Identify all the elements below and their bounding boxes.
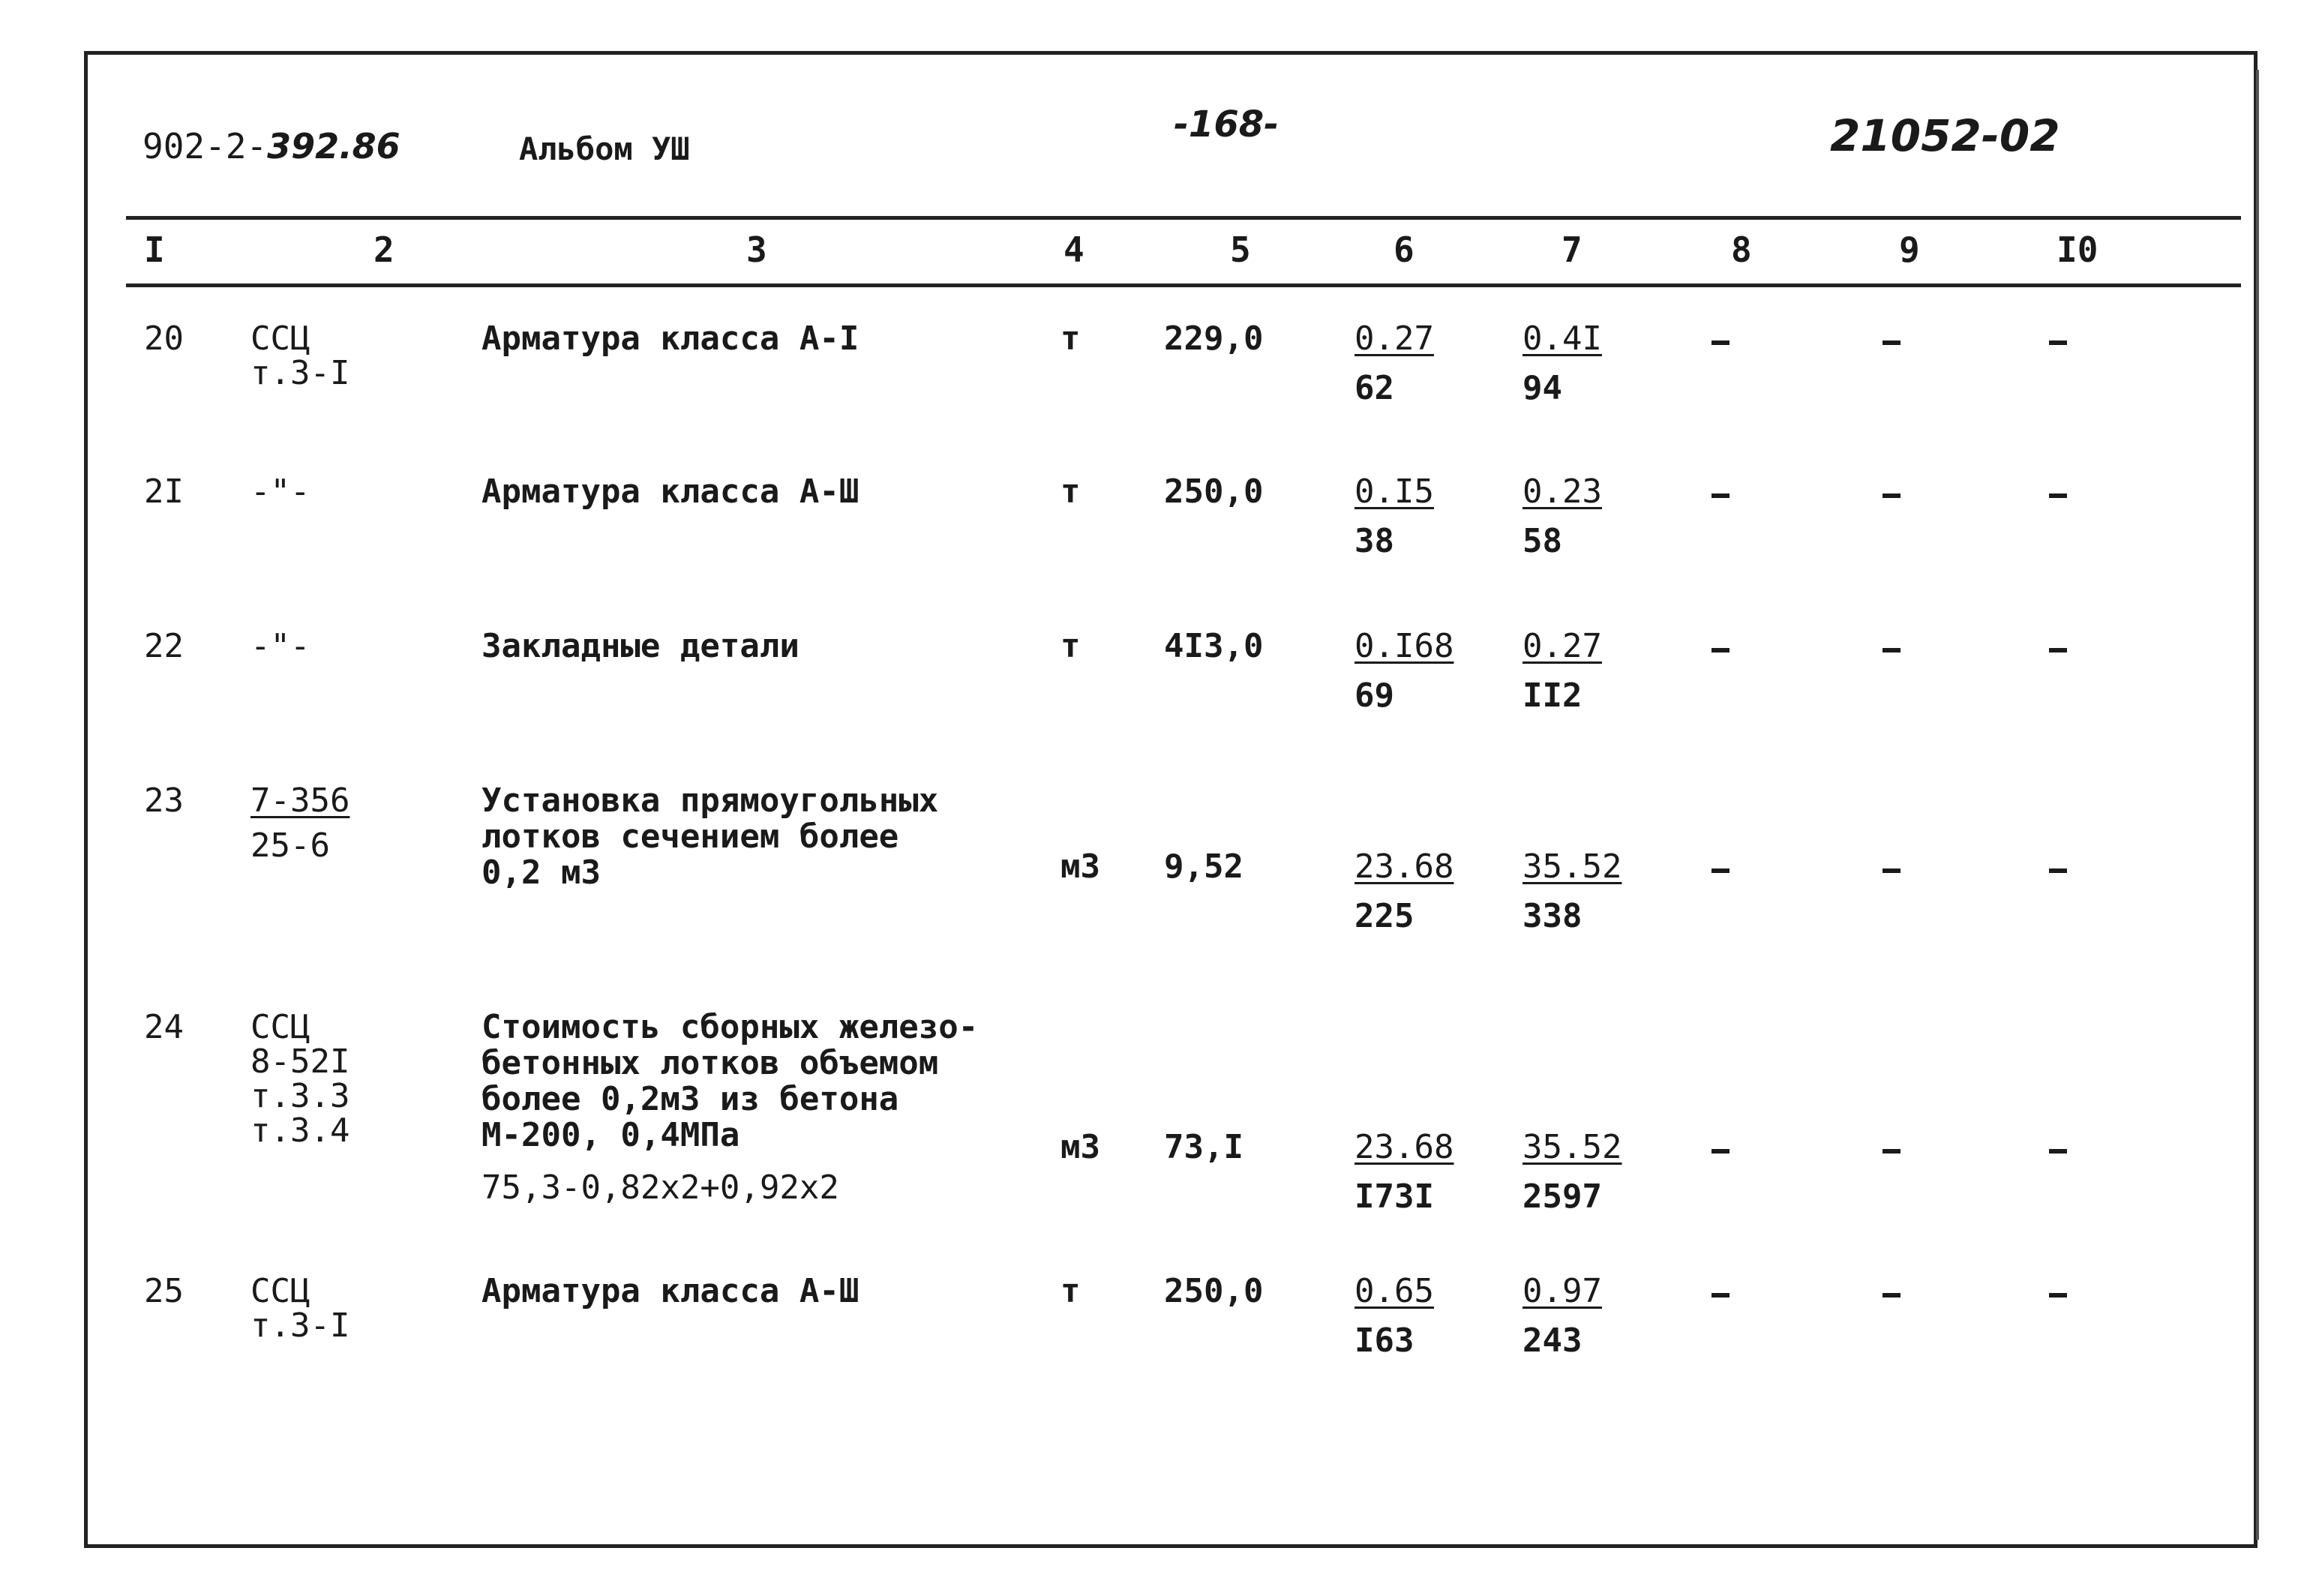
empty-value-dash — [2049, 868, 2067, 873]
work-name-line: бетонных лотков объемом — [482, 1044, 939, 1082]
reference-line: ССЦ — [250, 1272, 310, 1310]
empty-value-dash — [1712, 1293, 1730, 1298]
unit-cost-top: 0.27 — [1354, 320, 1434, 358]
unit-cost-bottom: 62 — [1354, 369, 1394, 407]
column-number-4: 4 — [1064, 230, 1084, 270]
empty-value-dash — [2049, 648, 2067, 652]
work-name-line: Закладные детали — [482, 627, 800, 665]
quantity-cell: 9,52 — [1164, 848, 1244, 886]
reference-line: -"- — [250, 472, 310, 511]
reference-line: т.3.4 — [250, 1112, 350, 1150]
unit-cell: м3 — [1060, 848, 1100, 886]
empty-value-dash — [2049, 1293, 2067, 1298]
unit-cost-top: 0.I5 — [1354, 472, 1434, 511]
total-cost-bottom: 243 — [1522, 1322, 1582, 1360]
column-number-7: 7 — [1562, 230, 1582, 270]
unit-cell: т — [1060, 1272, 1081, 1310]
quantity-cell: 73,I — [1164, 1128, 1244, 1166]
reference-line: т.3.3 — [250, 1077, 350, 1115]
empty-value-dash — [1882, 648, 1900, 652]
quantity-cell: 250,0 — [1164, 1272, 1264, 1310]
unit-cost-bottom: 38 — [1354, 522, 1394, 560]
empty-value-dash — [1712, 648, 1730, 652]
unit-cell: т — [1060, 627, 1081, 665]
quantity-formula: 75,3-0,82х2+0,92х2 — [482, 1168, 839, 1207]
unit-cell: т — [1060, 472, 1081, 511]
quantity-cell: 229,0 — [1164, 320, 1264, 358]
row-number: 23 — [144, 782, 184, 820]
reference-line: т.3-I — [250, 354, 350, 392]
unit-cost-bottom: I73I — [1354, 1178, 1434, 1216]
work-name-line: более 0,2м3 из бетона — [482, 1080, 899, 1118]
unit-cost-top: 0.65 — [1354, 1272, 1434, 1310]
unit-cell: т — [1060, 320, 1081, 358]
total-cost-bottom: 338 — [1522, 897, 1582, 935]
album-title: Альбом УШ — [519, 130, 690, 167]
reference-line: -"- — [250, 627, 310, 665]
work-name-line: Арматура класса А-Ш — [482, 472, 860, 511]
column-number-5: 5 — [1230, 230, 1251, 270]
row-number: 22 — [144, 627, 184, 665]
quantity-cell: 4I3,0 — [1164, 627, 1264, 665]
total-cost-bottom: 2597 — [1522, 1178, 1602, 1216]
unit-cost-bottom: I63 — [1354, 1322, 1414, 1360]
empty-value-dash — [1882, 1293, 1900, 1298]
empty-value-dash — [1882, 340, 1900, 345]
reference-line: 25-6 — [250, 826, 330, 865]
work-name-line: лотков сечением более — [482, 818, 899, 856]
total-cost-bottom: II2 — [1522, 676, 1582, 715]
reference-line: ССЦ — [250, 1008, 310, 1046]
total-cost-top: 0.27 — [1522, 627, 1602, 665]
unit-cell: м3 — [1060, 1128, 1100, 1166]
page-number: -168- — [1174, 104, 1280, 146]
empty-value-dash — [1882, 494, 1900, 498]
work-name-line: 0,2 м3 — [482, 854, 601, 892]
work-name-line: Арматура класса А-Ш — [482, 1272, 860, 1310]
header-rule-top — [126, 216, 2241, 220]
total-cost-bottom: 94 — [1522, 369, 1562, 407]
empty-value-dash — [1712, 340, 1730, 345]
empty-value-dash — [2049, 1149, 2067, 1154]
header-rule-bottom — [126, 284, 2241, 287]
empty-value-dash — [1712, 1149, 1730, 1154]
unit-cost-top: 23.68 — [1354, 848, 1454, 886]
column-number-1: I — [144, 230, 165, 270]
empty-value-dash — [1712, 868, 1730, 873]
project-number: 902-2-392.86 — [142, 126, 400, 166]
unit-cost-top: 23.68 — [1354, 1128, 1454, 1166]
empty-value-dash — [2049, 340, 2067, 345]
reference-line: ССЦ — [250, 320, 310, 358]
empty-value-dash — [2049, 494, 2067, 498]
unit-cost-bottom: 69 — [1354, 676, 1394, 715]
empty-value-dash — [1882, 1149, 1900, 1154]
total-cost-top: 0.97 — [1522, 1272, 1602, 1310]
reference-line: 7-356 — [250, 782, 350, 820]
total-cost-top: 0.23 — [1522, 472, 1602, 511]
unit-cost-bottom: 225 — [1354, 897, 1414, 935]
column-number-3: 3 — [746, 230, 767, 270]
column-number-2: 2 — [374, 230, 394, 270]
work-name-line: Стоимость сборных железо- — [482, 1008, 979, 1046]
total-cost-bottom: 58 — [1522, 522, 1562, 560]
row-number: 25 — [144, 1272, 184, 1310]
column-number-8: 8 — [1731, 230, 1752, 270]
reference-line: 8-52I — [250, 1042, 350, 1081]
empty-value-dash — [1712, 494, 1730, 498]
reference-line: т.3-I — [250, 1306, 350, 1345]
total-cost-top: 35.52 — [1522, 1128, 1622, 1166]
column-number-6: 6 — [1394, 230, 1414, 270]
total-cost-top: 35.52 — [1522, 848, 1622, 886]
total-cost-top: 0.4I — [1522, 320, 1602, 358]
column-number-10: I0 — [2056, 230, 2098, 270]
document-code: 21052-02 — [1830, 110, 2060, 161]
row-number: 20 — [144, 320, 184, 358]
row-number: 2I — [144, 472, 184, 511]
work-name-line: М-200, 0,4МПа — [482, 1116, 740, 1154]
document-frame — [84, 51, 2258, 1548]
quantity-cell: 250,0 — [1164, 472, 1264, 511]
work-name-line: Арматура класса А-I — [482, 320, 860, 358]
work-name-line: Установка прямоугольных — [482, 782, 939, 820]
row-number: 24 — [144, 1008, 184, 1046]
unit-cost-top: 0.I68 — [1354, 627, 1454, 665]
column-number-9: 9 — [1899, 230, 1920, 270]
empty-value-dash — [1882, 868, 1900, 873]
